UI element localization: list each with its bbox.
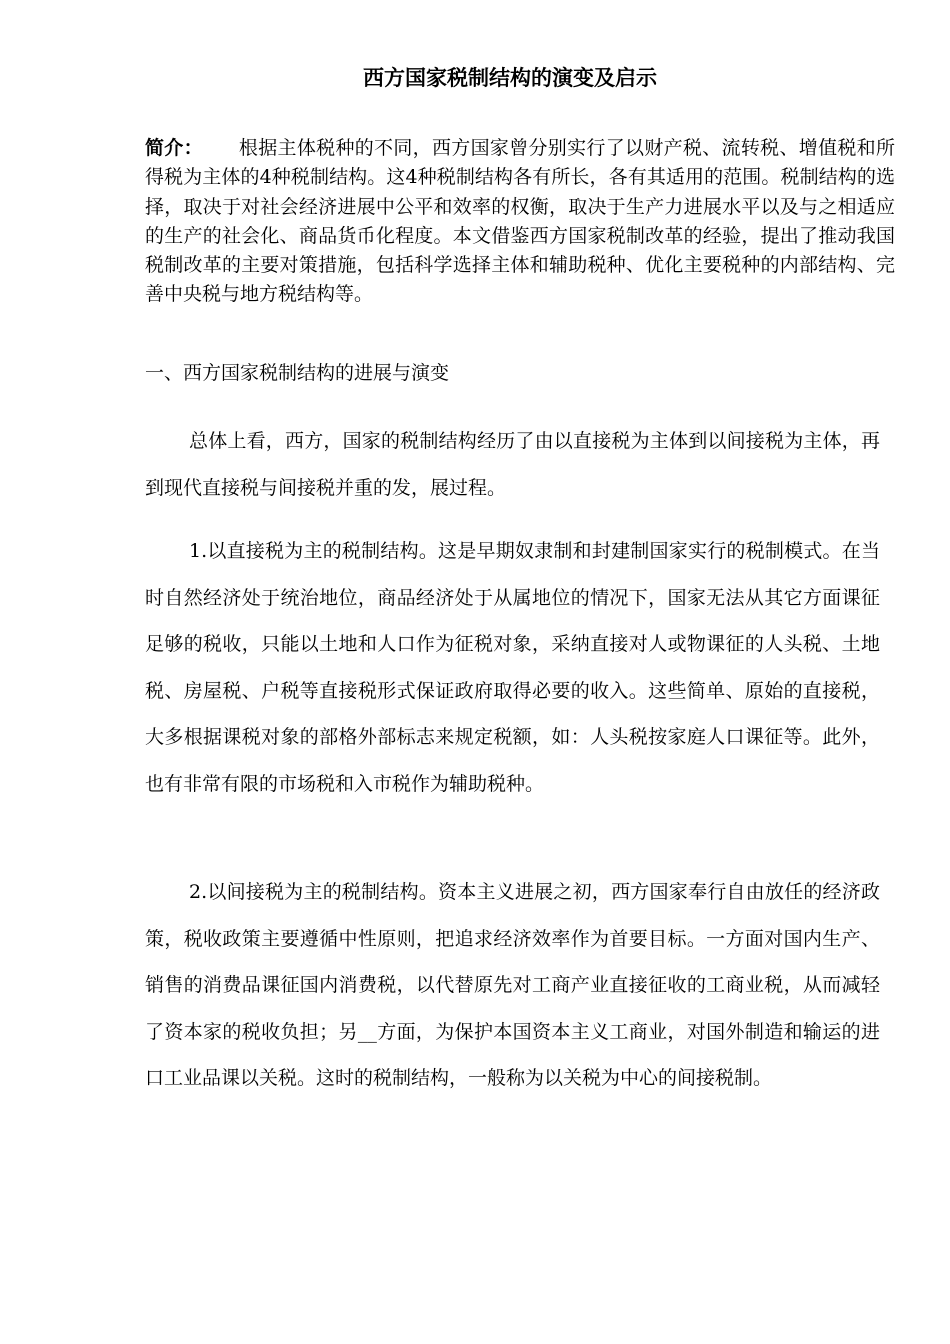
body-paragraph-indirect-tax: 2.以间接税为主的税制结构。资本主义进展之初，西方国家奉行自由放任的经济政策，税收政策主要遵循中性原则，把追求经济效率作为首要目标。一方面对国内生产、销售的消费品课征国内消费税，以代替原先对工商产业直接征收的工商业税，从而减轻了资本家的税收负担；另__方面，为保护本国资本主义工商业，对国外制造和输运的进口工业品课以关税。这时的税制结构，一般称为以关税为中心的间接税制。 [145, 881, 880, 1089]
abstract-text: 根据主体税种的不同，西方国家曾分别实行了以财产税、流转税、增值税和所得税为主体的4种税制结构。这4种税制结构各有所长，各有其适用的范围。税制结构的选择，取决于对社会经济进展中公平和效率的权衡，取决于生产力进展水平以及与之相适应的生产的社会化、商品货币化程度。本文借鉴西方国家税制改革的经验，提出了推动我国税制改革的主要对策措施，包括科学选择主体和辅助税种、优化主要税种的内部结构、完善中央税与地方税结构等。 [145, 137, 895, 306]
body-paragraph-overview: 总体上看，西方，国家的税制结构经历了由以直接税为主体到以间接税为主体，再到现代直接税与间接税并重的发，展过程。 [145, 430, 880, 499]
body-paragraph-direct-tax: 1.以直接税为主的税制结构。这是早期奴隶制和封建制国家实行的税制模式。在当时自然经济处于统治地位，商品经济处于从属地位的情况下，国家无法从其它方面课征足够的税收，只能以土地和人口作为征税对象，采纳直接对人或物课征的人头税、土地税、房屋税、户税等直接税形式保证政府取得必要的收入。这些简单、原始的直接税，大多根据课税对象的部格外部标志来规定税额，如：人头税按家庭人口课征等。此外，也有非常有限的市场税和入市税作为辅助税种。 [145, 540, 880, 795]
abstract [145, 134, 895, 310]
abstract-label: 简介： [145, 137, 203, 159]
document-title: 西方国家税制结构的演变及启示 [363, 66, 657, 90]
section-heading: 一、西方国家税制结构的进展与演变 [145, 362, 450, 384]
